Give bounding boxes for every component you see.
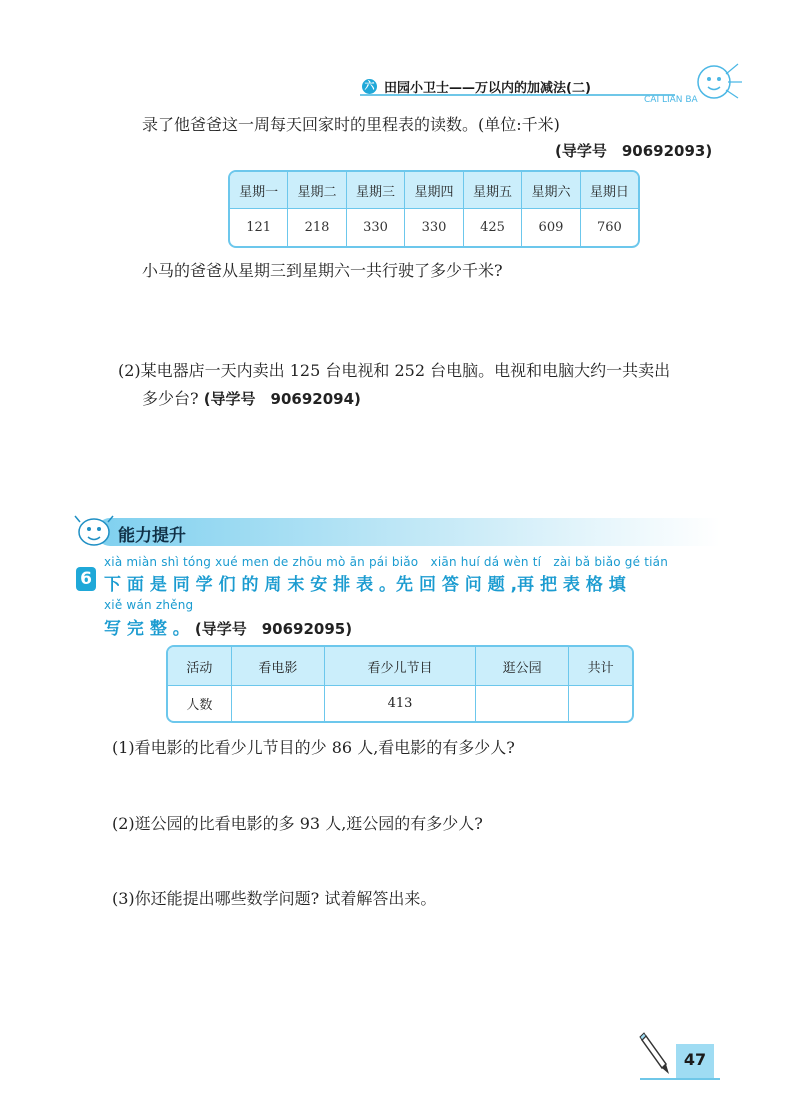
table-header-cell: 星期一 (230, 172, 288, 209)
weekend-schedule-table (166, 645, 634, 723)
schedule-header-row (168, 647, 632, 686)
schedule-value-row (168, 686, 632, 722)
q5-question-2-text: 多少台? (142, 389, 199, 408)
table-cell: 330 (405, 209, 463, 247)
table-cell: 413 (325, 686, 476, 722)
footer-rule (640, 1078, 720, 1080)
mascot-icon (72, 512, 116, 550)
logo-text: CAI LIAN BA (644, 95, 698, 105)
table-header-cell: 星期日 (580, 172, 638, 209)
table-cell-blank[interactable] (475, 686, 568, 722)
table-cell-blank[interactable] (231, 686, 324, 722)
q6-sub-question-2: (2)逛公园的比看电影的多 93 人,逛公园的有多少人? (112, 814, 483, 833)
table-header-cell: 星期六 (522, 172, 580, 209)
table-header-cell: 逛公园 (475, 647, 568, 686)
unit-number-badge: 六 (362, 79, 377, 94)
header-rule (360, 94, 675, 96)
q5-question-2-ref: (导学号 90692094) (203, 390, 361, 408)
table-header-cell: 看少儿节目 (325, 647, 476, 686)
question-number-badge: 6 (76, 567, 96, 591)
table-cell: 609 (522, 209, 580, 247)
table-header-cell: 星期三 (346, 172, 404, 209)
page-number: 47 (683, 1050, 707, 1069)
q5-question-2-line2 (142, 386, 361, 409)
mileage-table-value-row (230, 209, 638, 247)
table-header-cell: 星期五 (463, 172, 521, 209)
q5-ref-number: (导学号 90692093) (555, 142, 713, 160)
mileage-table (228, 170, 640, 248)
q6-sub-question-1: (1)看电影的比看少儿节目的少 86 人,看电影的有多少人? (112, 738, 515, 757)
table-cell: 人数 (168, 686, 231, 722)
table-cell: 121 (230, 209, 288, 247)
q6-ref-number: (导学号 90692095) (194, 620, 353, 638)
section-title: 能力提升 (118, 526, 186, 546)
section-banner (96, 518, 720, 546)
q6-text-line1: 下 面 是 同 学 们 的 周 末 安 排 表 。先 回 答 问 题 ,再 把 表 格 填 (104, 575, 626, 595)
mileage-table-header-row (230, 172, 638, 209)
table-header-cell: 星期二 (288, 172, 346, 209)
q5-question-2-line1: (2)某电器店一天内卖出 125 台电视和 252 台电脑。电视和电脑大约一共卖出 (118, 361, 671, 380)
q5-question-1: 小马的爸爸从星期三到星期六一共行驶了多少千米? (142, 261, 503, 280)
q6-pinyin-line2: xiě wán zhěng (104, 598, 194, 612)
table-header-cell: 看电影 (231, 647, 324, 686)
q6-sub-question-3: (3)你还能提出哪些数学问题? 试着解答出来。 (112, 889, 437, 908)
q5-intro-line: 录了他爸爸这一周每天回家时的里程表的读数。(单位:千米) (142, 115, 560, 134)
table-cell-blank[interactable] (569, 686, 632, 722)
table-cell: 218 (288, 209, 346, 247)
pencil-icon (636, 1028, 676, 1078)
chapter-title: 田园小卫士——万以内的加减法(二) (384, 81, 591, 96)
q6-text-line2 (104, 614, 352, 639)
q6-pinyin-line1: xià miàn shì tóng xué men de zhōu mò ān pái biǎo xiān huí dá wèn tí zài bǎ biǎo gé tián (104, 555, 669, 569)
table-cell: 330 (346, 209, 404, 247)
table-header-cell: 共计 (569, 647, 632, 686)
q6-text-line2-hanzi: 写 完 整 。 (104, 619, 190, 639)
table-header-cell: 活动 (168, 647, 231, 686)
mascot-logo-icon (640, 52, 750, 112)
table-cell: 425 (463, 209, 521, 247)
table-header-cell: 星期四 (405, 172, 463, 209)
table-cell: 760 (596, 220, 622, 235)
